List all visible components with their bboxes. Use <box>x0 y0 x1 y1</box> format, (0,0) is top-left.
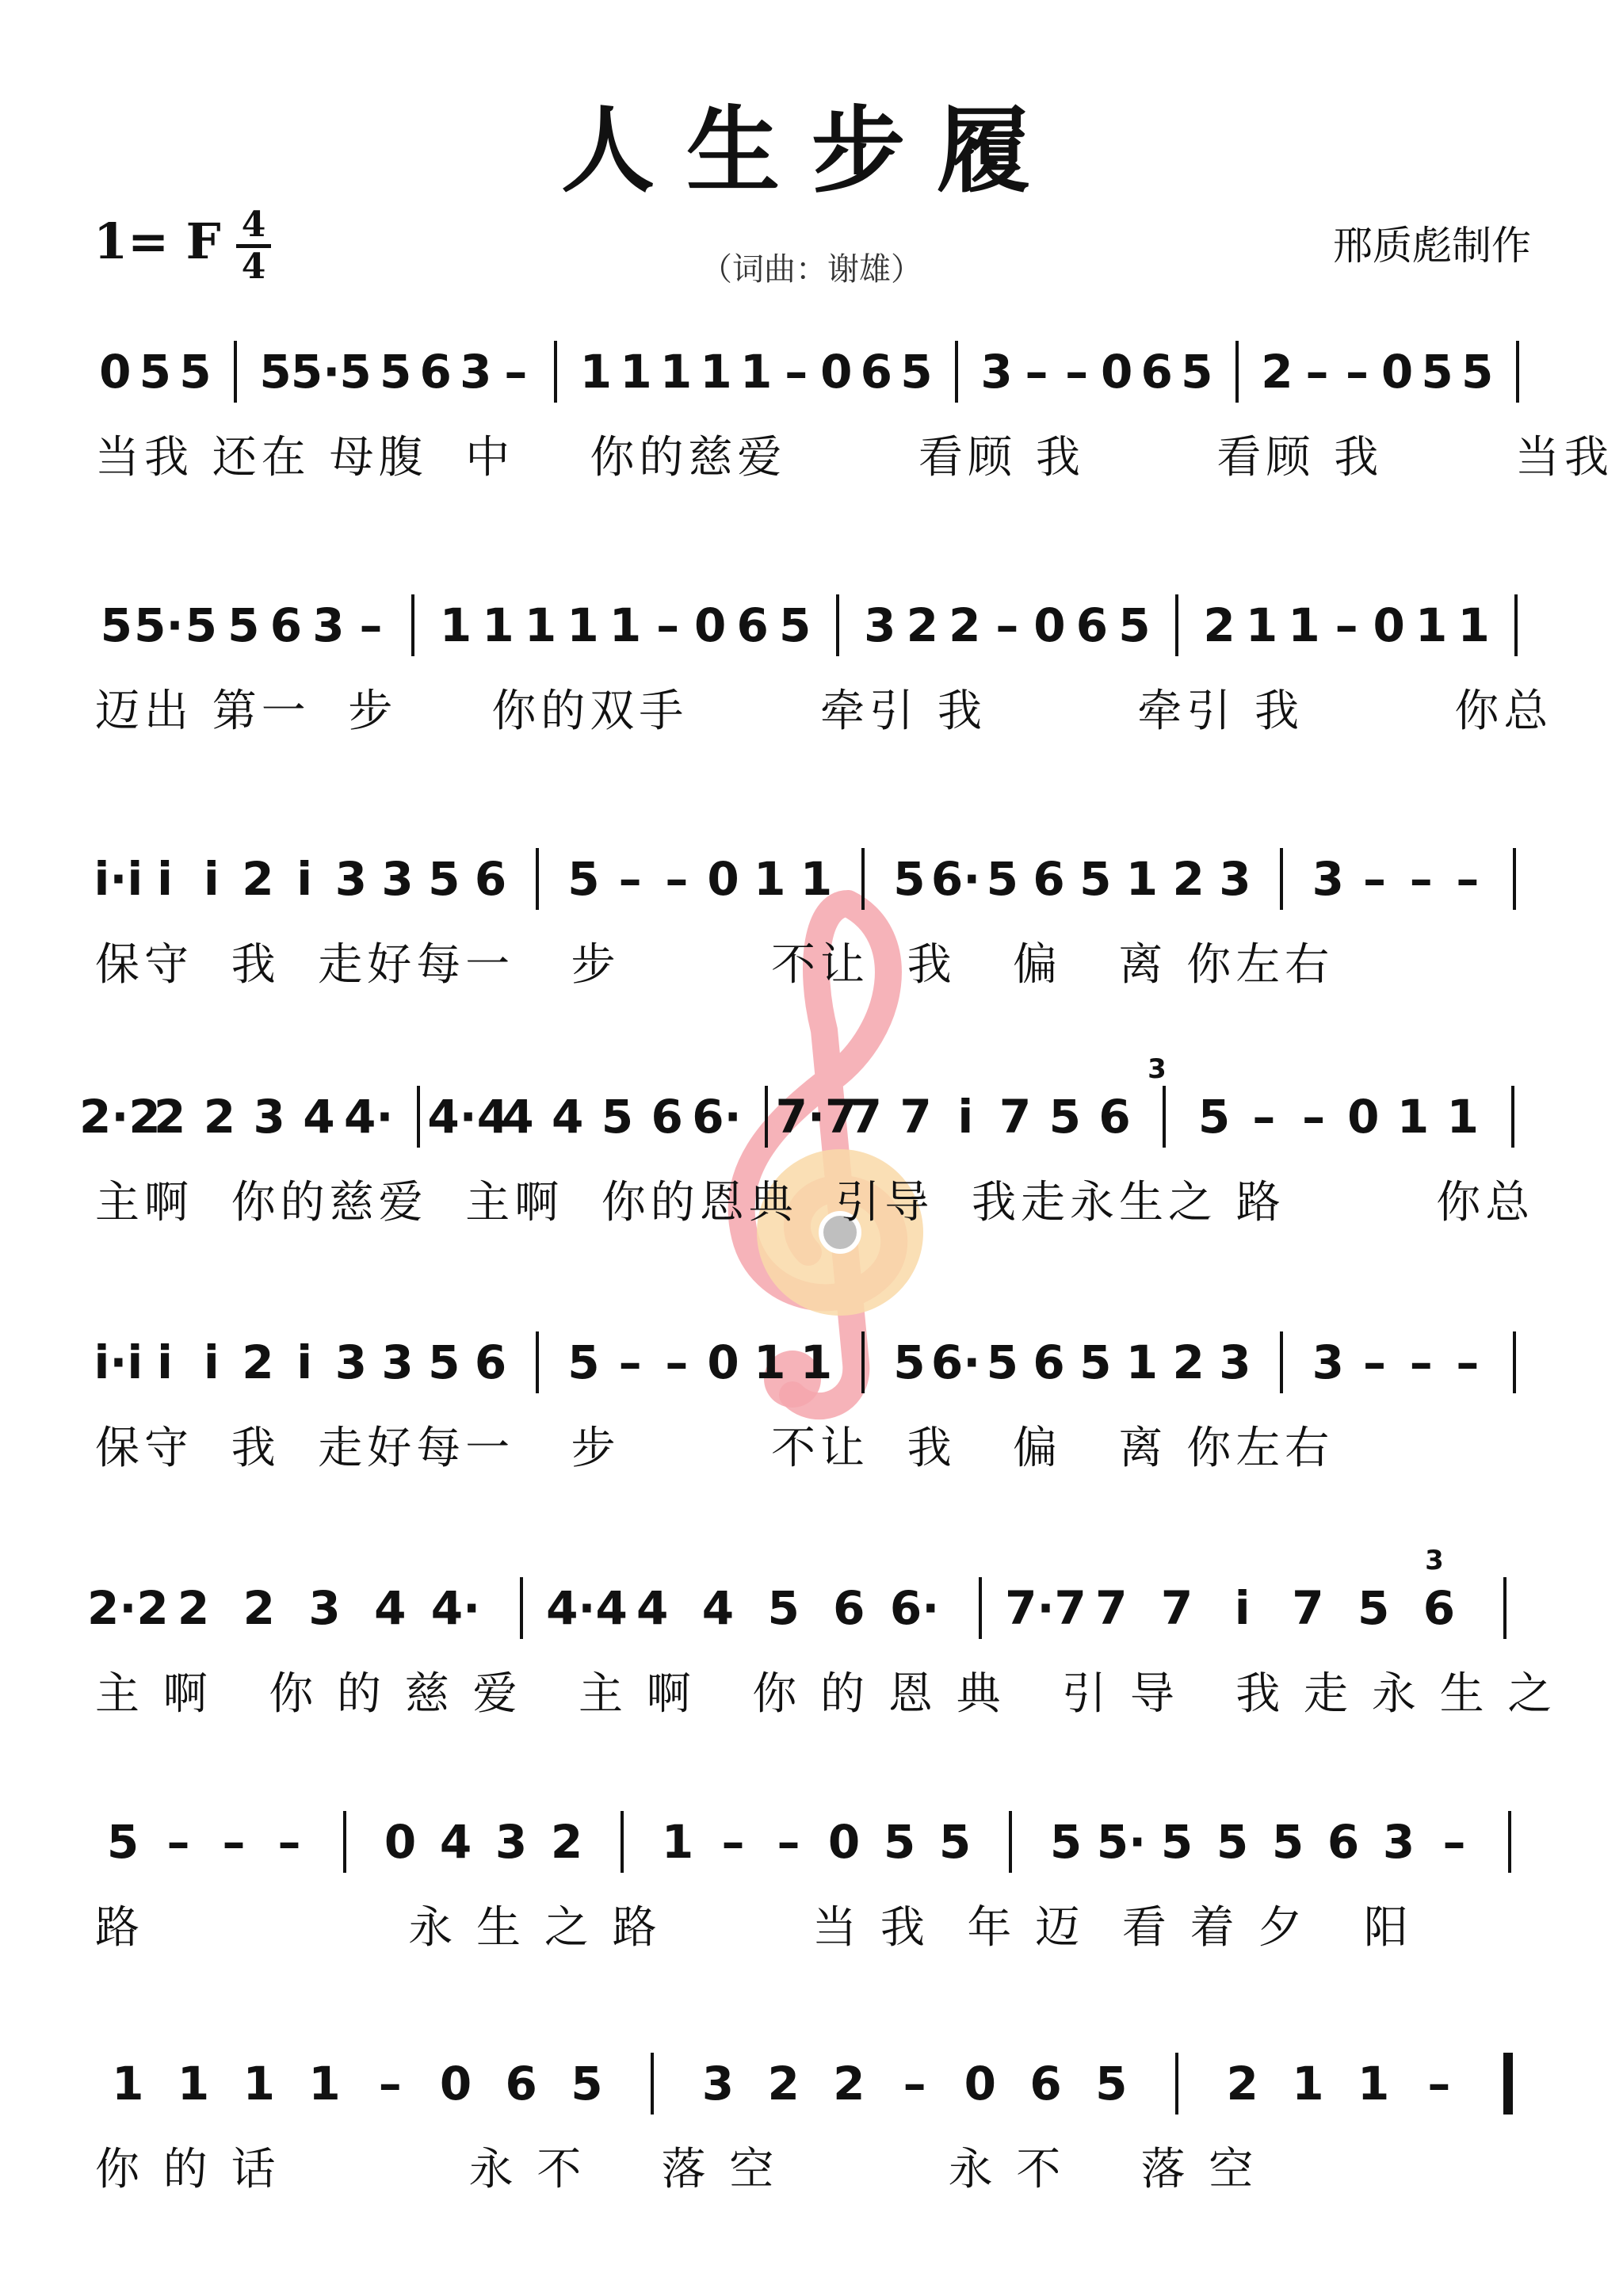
note: 0 <box>707 852 739 906</box>
barline <box>1280 848 1283 910</box>
note: 6 <box>1033 852 1065 906</box>
note: 1 <box>579 345 613 399</box>
note: 5· <box>290 345 341 399</box>
note: 1 <box>439 598 472 652</box>
note: 1 <box>482 598 514 652</box>
note: 5 <box>1049 1815 1083 1869</box>
note: 1 <box>659 345 693 399</box>
note: 2 <box>1172 852 1205 906</box>
note: 4·4 <box>546 1581 628 1635</box>
note: 5 <box>1079 852 1112 906</box>
barline <box>536 1331 539 1393</box>
note: 5 <box>779 598 812 652</box>
note: 3 <box>460 345 492 399</box>
note: 6 <box>269 598 303 652</box>
barline <box>417 1086 420 1148</box>
sustain-dash: – <box>656 598 680 652</box>
composer-credit: （词曲：谢雄） <box>701 251 922 288</box>
note: 0 <box>439 2057 472 2111</box>
note: 1 <box>308 2057 341 2111</box>
note: 0 <box>1381 345 1414 399</box>
note: 6 <box>1423 1581 1456 1635</box>
note: 4 <box>636 1581 669 1635</box>
final-barline <box>1503 2053 1513 2115</box>
note: 5 <box>1421 345 1453 399</box>
note: 2·2 <box>86 1581 169 1635</box>
barline <box>536 848 539 910</box>
note: 4 <box>439 1815 472 1869</box>
sustain-dash: – <box>504 345 528 399</box>
note: 6· <box>692 1090 742 1144</box>
maker-credit: 邢质彪制作 <box>1333 223 1531 269</box>
note: 2 <box>242 1335 274 1389</box>
note: 1 <box>1288 598 1320 652</box>
note: 6 <box>651 1090 683 1144</box>
note: 6 <box>505 2057 537 2111</box>
note: 5 <box>601 1090 634 1144</box>
note: 4 <box>502 1090 534 1144</box>
barline <box>343 1811 346 1873</box>
sustain-dash: – <box>166 1815 190 1869</box>
note: 5 <box>1357 1581 1390 1635</box>
note: 5 <box>986 852 1019 906</box>
note: 0 <box>693 598 727 652</box>
note: 5 <box>1197 1090 1231 1144</box>
barline <box>651 2053 654 2115</box>
sustain-dash: – <box>1335 598 1358 652</box>
note: 6 <box>1098 1090 1131 1144</box>
note: 5 <box>893 852 926 906</box>
note: i <box>1234 1581 1251 1635</box>
note: 2 <box>242 852 274 906</box>
sustain-dash: – <box>721 1815 745 1869</box>
triplet-mark: 3 <box>1425 1545 1444 1576</box>
note: 4· <box>430 1581 481 1635</box>
lyric-line: 路 永 生 之 路 当 我 年 迈 看 着 夕 阳 <box>95 1902 1413 1954</box>
note: 3 <box>381 1335 414 1389</box>
note: 6 <box>419 345 452 399</box>
note: 7 <box>1292 1581 1324 1635</box>
note: 5 <box>1216 1815 1249 1869</box>
note: 3 <box>1382 1815 1415 1869</box>
barline <box>836 594 839 656</box>
note: 7 <box>850 1090 882 1144</box>
note: 5 <box>883 1815 916 1869</box>
note: 5 <box>185 598 217 652</box>
note: 2 <box>1261 345 1293 399</box>
sustain-dash: – <box>618 1335 642 1389</box>
note: 5 <box>986 1335 1019 1389</box>
note: 5 <box>1271 1815 1304 1869</box>
note: 7 <box>999 1090 1032 1144</box>
barline <box>411 594 414 656</box>
note: 5· <box>1096 1815 1147 1869</box>
note: 5 <box>339 345 372 399</box>
note: 2 <box>1226 2057 1258 2111</box>
sustain-dash: – <box>618 852 642 906</box>
note: 3 <box>1219 852 1251 906</box>
note: 7·7 <box>775 1090 857 1144</box>
note: 5 <box>1461 345 1494 399</box>
note: 5 <box>1048 1090 1081 1144</box>
barline <box>1175 594 1178 656</box>
note: 2 <box>906 598 938 652</box>
barline <box>1513 848 1516 910</box>
note: 6 <box>1029 2057 1062 2111</box>
note: 5 <box>259 345 292 399</box>
note: i <box>957 1090 974 1144</box>
note: 1 <box>800 1335 833 1389</box>
note: 2 <box>1203 598 1235 652</box>
time-signature-top: 4 <box>241 204 266 245</box>
barline <box>1508 1811 1511 1873</box>
time-signature-bottom: 4 <box>241 246 266 287</box>
sustain-dash: – <box>1363 852 1387 906</box>
triplet-mark: 3 <box>1148 1053 1167 1085</box>
note: 6· <box>889 1581 940 1635</box>
note: 1 <box>661 1815 694 1869</box>
note: i <box>203 852 220 906</box>
note: 1 <box>754 852 786 906</box>
note: 5 <box>567 1335 600 1389</box>
note: i <box>296 852 313 906</box>
sustain-dash: – <box>1409 852 1433 906</box>
note: 4 <box>303 1090 335 1144</box>
note: 7 <box>1095 1581 1128 1635</box>
note: 0 <box>1033 598 1066 652</box>
note: 1 <box>1396 1090 1430 1144</box>
note: 6 <box>833 1581 865 1635</box>
note: 5 <box>938 1815 972 1869</box>
note: 5 <box>379 345 412 399</box>
barline <box>955 341 958 403</box>
note: 3 <box>253 1090 285 1144</box>
barline <box>1514 594 1518 656</box>
note: 6 <box>1033 1335 1065 1389</box>
note: 4 <box>701 1581 735 1635</box>
sustain-dash: – <box>378 2057 402 2111</box>
barline <box>1503 1577 1507 1639</box>
note: 6 <box>736 598 769 652</box>
note: 3 <box>381 852 414 906</box>
lyric-line: 主啊 你的慈爱 主啊 你的恩典 引导 我走永生之 路 你总 <box>95 1177 1535 1228</box>
sustain-dash: – <box>1065 345 1089 399</box>
note: 1 <box>620 345 652 399</box>
note: 1 <box>524 598 557 652</box>
note: 5· <box>134 598 184 652</box>
note: 0 <box>820 345 853 399</box>
note: 5 <box>1079 1335 1112 1389</box>
sustain-dash: – <box>665 852 689 906</box>
sustain-dash: – <box>785 345 808 399</box>
note: 1 <box>1125 852 1159 906</box>
sustain-dash: – <box>1456 852 1480 906</box>
note: 5 <box>428 852 460 906</box>
note: 5 <box>893 1335 926 1389</box>
note: 3 <box>334 1335 368 1389</box>
note: 5 <box>100 598 132 652</box>
note: 2·2 <box>79 1090 161 1144</box>
sustain-dash: – <box>1252 1090 1276 1144</box>
note: 1 <box>1245 598 1278 652</box>
note: 5 <box>900 345 933 399</box>
barline <box>1175 2053 1178 2115</box>
sustain-dash: – <box>903 2057 926 2111</box>
barline <box>1513 1331 1516 1393</box>
barline <box>1163 1086 1166 1148</box>
sustain-dash: – <box>777 1815 800 1869</box>
note: 0 <box>1100 345 1133 399</box>
barline <box>1511 1086 1514 1148</box>
sustain-dash: – <box>277 1815 301 1869</box>
note: 6 <box>1075 598 1109 652</box>
note: 1 <box>754 1335 786 1389</box>
key-signature: 1= F <box>94 212 221 270</box>
note: 5 <box>1160 1815 1193 1869</box>
note: 1 <box>177 2057 210 2111</box>
note: 1 <box>800 852 833 906</box>
note: 2 <box>767 2057 800 2111</box>
lyric-line: 主 啊 你 的 慈 爱 主 啊 你 的 恩 典 引 导 我 走 永 生 之 <box>95 1668 1557 1720</box>
barline <box>861 848 865 910</box>
note: 3 <box>1219 1335 1251 1389</box>
note: 6 <box>474 1335 507 1389</box>
barline <box>520 1577 523 1639</box>
note: 6· <box>930 1335 981 1389</box>
barline <box>1280 1331 1283 1393</box>
note: 5 <box>571 2057 603 2111</box>
note: 6· <box>930 852 981 906</box>
note: 5 <box>428 1335 460 1389</box>
note: 7 <box>1160 1581 1193 1635</box>
sustain-dash: – <box>1442 1815 1466 1869</box>
sustain-dash: – <box>222 1815 246 1869</box>
lyric-line: 你 的 话 永 不 落 空 永 不 落 空 <box>95 2144 1258 2195</box>
note: 6 <box>474 852 507 906</box>
note: 7 <box>899 1090 932 1144</box>
lyric-line: 迈出 第一 步 你的双手 牵引 我 牵引 我 你总 <box>95 686 1553 737</box>
note: 4· <box>343 1090 394 1144</box>
sustain-dash: – <box>1427 2057 1451 2111</box>
note: 1 <box>609 598 642 652</box>
note: 5 <box>139 345 172 399</box>
note: 3 <box>1312 1335 1344 1389</box>
barline <box>1235 341 1239 403</box>
sustain-dash: – <box>1302 1090 1326 1144</box>
note: 4 <box>552 1090 584 1144</box>
barline <box>234 341 237 403</box>
note: 2 <box>242 1581 275 1635</box>
note: 0 <box>964 2057 996 2111</box>
barline <box>861 1331 865 1393</box>
note: 1 <box>1292 2057 1324 2111</box>
sustain-dash: – <box>1025 345 1048 399</box>
barline <box>979 1577 982 1639</box>
note: 2 <box>177 1581 210 1635</box>
note: 6 <box>1327 1815 1360 1869</box>
sustain-dash: – <box>1456 1335 1480 1389</box>
note: 5 <box>1118 598 1151 652</box>
note: 6 <box>1140 345 1173 399</box>
note: 1 <box>700 345 732 399</box>
note: 5 <box>106 1815 139 1869</box>
sustain-dash: – <box>995 598 1019 652</box>
note: 0 <box>384 1815 417 1869</box>
note: 1 <box>567 598 599 652</box>
note: 2 <box>1172 1335 1205 1389</box>
note: 1 <box>1457 598 1490 652</box>
note: 6 <box>860 345 893 399</box>
note: 3 <box>980 345 1013 399</box>
sustain-dash: – <box>359 598 383 652</box>
sustain-dash: – <box>1363 1335 1387 1389</box>
note: 2 <box>203 1090 236 1144</box>
note: 3 <box>334 852 368 906</box>
lyric-line: 当我 还在 母腹 中 你的慈爱 看顾 我 看顾 我 当我 <box>95 432 1613 483</box>
note: 3 <box>308 1581 341 1635</box>
sustain-dash: – <box>665 1335 689 1389</box>
note: 4 <box>374 1581 407 1635</box>
sustain-dash: – <box>1305 345 1329 399</box>
note: 5 <box>1095 2057 1128 2111</box>
note: i <box>157 1335 174 1389</box>
note: 0 <box>1373 598 1405 652</box>
note: i <box>157 852 174 906</box>
note: 0 <box>707 1335 739 1389</box>
sustain-dash: – <box>1409 1335 1433 1389</box>
song-title: 人生步履 <box>560 96 1062 205</box>
note: i·i <box>94 852 143 906</box>
barline <box>765 1086 768 1148</box>
note: 1 <box>1125 1335 1159 1389</box>
note: 5 <box>227 598 260 652</box>
note: 5 <box>767 1581 800 1635</box>
note: 7·7 <box>1005 1581 1086 1635</box>
lyric-line: 保守 我 走好每一 步 不让 我 偏 离 你左右 <box>95 1423 1335 1474</box>
note: 3 <box>312 598 345 652</box>
note: 2 <box>153 1090 186 1144</box>
note: 1 <box>739 345 773 399</box>
barline <box>1516 341 1519 403</box>
note: 4·4 <box>427 1090 510 1144</box>
barline <box>621 1811 624 1873</box>
note: 3 <box>1312 852 1344 906</box>
note: 0 <box>1347 1090 1380 1144</box>
note: 0 <box>827 1815 861 1869</box>
note: 0 <box>99 345 132 399</box>
sustain-dash: – <box>1346 345 1369 399</box>
note: 1 <box>242 2057 275 2111</box>
note: 3 <box>495 1815 528 1869</box>
note: 2 <box>949 598 981 652</box>
note: i·i <box>94 1335 143 1389</box>
note: 3 <box>701 2057 735 2111</box>
note: 2 <box>550 1815 583 1869</box>
barline <box>554 341 557 403</box>
note: 3 <box>864 598 896 652</box>
note: 5 <box>1181 345 1213 399</box>
note: 2 <box>833 2057 865 2111</box>
note: 5 <box>179 345 212 399</box>
note: i <box>296 1335 313 1389</box>
note: 1 <box>1446 1090 1480 1144</box>
note: 1 <box>112 2057 144 2111</box>
note: 5 <box>567 852 600 906</box>
barline <box>1009 1811 1012 1873</box>
note: i <box>203 1335 220 1389</box>
lyric-line: 保守 我 走好每一 步 不让 我 偏 离 你左右 <box>95 939 1335 991</box>
note: 1 <box>1415 598 1448 652</box>
note: 1 <box>1357 2057 1390 2111</box>
